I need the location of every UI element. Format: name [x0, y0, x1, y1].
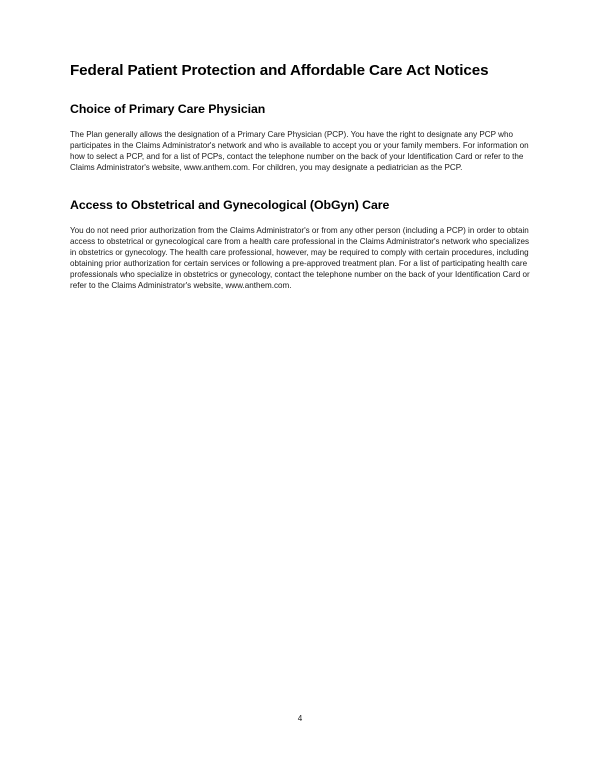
page-number: 4	[297, 714, 303, 723]
section-heading-access-to-obstetrical-and-gynecological-care: Access to Obstetrical and Gynecological (ObGyn) Care	[70, 198, 390, 213]
document-content	[70, 62, 532, 291]
spacer	[70, 213, 532, 225]
page-title: Federal Patient Protection and Affordable Care Act Notices	[70, 62, 489, 79]
section-heading-choice-of-primary-care-physician: Choice of Primary Care Physician	[70, 102, 266, 117]
spacer	[70, 173, 532, 198]
section-body-choice-of-primary-care-physician: The Plan generally allows the designation of a Primary Care Physician (PCP). You have the right to designate any PCP who participates in the Claims Administrator's network and who is available to accept you or your family members. For information on how to select a PCP, and for a list of PCPs, contact the telephone number on the back of your Identification Card or refer to the Claims Administrator's website, www.anthem.com. For children, you may designate a pediatrician as the PCP.	[70, 129, 529, 173]
section-body-access-to-obstetrical-and-gynecological-care: You do not need prior authorization from the Claims Administrator's or from any other person (including a PCP) in order to obtain access to obstetrical or gynecological care from a health care professional in the Claims Administrator's network who specializes in obstetrics or gynecology. The health care professional, however, may be required to comply with certain procedures, including obtaining prior authorization for certain services or following a pre-approved treatment plan. For a list of participating health care professionals who specialize in obstetrics or gynecology, contact the telephone number on the back of your Identification Card or refer to the Claims Administrator's website, www.anthem.com.	[70, 225, 530, 291]
spacer	[70, 117, 532, 129]
spacer	[70, 80, 532, 102]
